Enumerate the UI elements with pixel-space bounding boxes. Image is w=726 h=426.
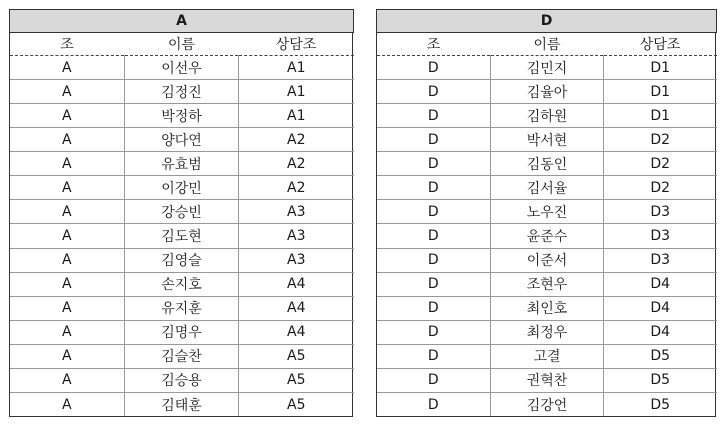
cell-counsel-group: A4 — [239, 296, 354, 320]
table-row — [10, 152, 354, 176]
cell-group: A — [10, 224, 125, 248]
cell-group: A — [10, 128, 125, 152]
table-row — [10, 320, 354, 344]
cell-counsel-group: A1 — [287, 59, 306, 76]
cell-counsel-group: D4 — [604, 320, 717, 344]
cell-group: A — [10, 80, 125, 104]
table-row — [377, 128, 717, 152]
table-row — [10, 128, 354, 152]
cell-name: 이선우 — [125, 56, 239, 80]
cell-name: 김슬찬 — [125, 344, 239, 368]
cell-group: A — [61, 59, 72, 76]
cell-name: 권혁찬 — [491, 368, 604, 392]
cell-counsel-group: A3 — [239, 224, 354, 248]
cell-group: A — [10, 368, 125, 392]
cell-counsel-group: D4 — [604, 272, 717, 296]
cell-name: 박정하 — [125, 104, 239, 128]
cell-name: 김서율 — [491, 176, 604, 200]
column-header-counsel-group: 상담조 — [604, 33, 717, 56]
cell-group: D — [377, 344, 491, 368]
cell-group: D — [377, 104, 491, 128]
group-d-table — [376, 9, 717, 416]
cell-name: 이강민 — [125, 176, 239, 200]
table-row — [10, 80, 354, 104]
cell-name: 김동인 — [491, 152, 604, 176]
cell-name: 유지훈 — [125, 296, 239, 320]
cell-name: 김승용 — [125, 368, 239, 392]
cell-group: D — [427, 59, 439, 76]
cell-counsel-group: A1 — [239, 80, 354, 104]
cell-counsel-group: D1 — [604, 104, 717, 128]
cell-counsel-group: A5 — [239, 368, 354, 392]
group-a-table — [9, 9, 354, 416]
cell-group: A — [10, 200, 125, 224]
table-row — [10, 392, 354, 416]
table-row — [10, 224, 354, 248]
cell-counsel-group: A5 — [239, 344, 354, 368]
table-row — [377, 176, 717, 200]
cell-group: D — [377, 392, 491, 416]
table-row — [377, 272, 717, 296]
table-row — [377, 104, 717, 128]
cell-counsel-group: A1 — [239, 104, 354, 128]
table-row — [377, 80, 717, 104]
cell-counsel-group: A2 — [239, 128, 354, 152]
cell-name: 고결 — [491, 344, 604, 368]
cell-name: 양다연 — [125, 128, 239, 152]
cell-name: 윤준수 — [491, 224, 604, 248]
cell-name: 김도현 — [125, 224, 239, 248]
table-body — [10, 56, 354, 417]
table-row — [377, 200, 717, 224]
cell-counsel-group: D1 — [604, 80, 717, 104]
cell-group: A — [10, 320, 125, 344]
table-row — [10, 248, 354, 272]
cell-counsel-group: A5 — [239, 392, 354, 416]
table-title: A — [10, 10, 354, 33]
cell-name: 최정우 — [491, 320, 604, 344]
cell-counsel-group: A4 — [239, 272, 354, 296]
cell-name: 이준서 — [491, 248, 604, 272]
cell-group: A — [10, 104, 125, 128]
cell-name: 손지호 — [125, 272, 239, 296]
cell-name: 김태훈 — [125, 392, 239, 416]
cell-name: 김영슬 — [125, 248, 239, 272]
table-row — [10, 104, 354, 128]
cell-counsel-group: D1 — [650, 59, 671, 76]
table-row — [10, 368, 354, 392]
cell-counsel-group: D3 — [604, 248, 717, 272]
cell-group: D — [377, 272, 491, 296]
table-row — [10, 176, 354, 200]
cell-name: 강승빈 — [125, 200, 239, 224]
table-row — [377, 56, 717, 80]
cell-counsel-group: A4 — [239, 320, 354, 344]
cell-counsel-group: D3 — [604, 200, 717, 224]
cell-group: A — [10, 248, 125, 272]
table-row — [377, 320, 717, 344]
cell-counsel-group: D5 — [604, 368, 717, 392]
table-row — [10, 344, 354, 368]
table-row — [10, 272, 354, 296]
cell-name: 박서현 — [491, 128, 604, 152]
cell-name: 김율아 — [491, 80, 604, 104]
cell-group: A — [10, 152, 125, 176]
cell-group: D — [377, 224, 491, 248]
column-header-group: 조 — [377, 33, 491, 56]
cell-name: 조현우 — [491, 272, 604, 296]
cell-counsel-group: D3 — [604, 224, 717, 248]
table-row — [377, 248, 717, 272]
cell-group: D — [377, 152, 491, 176]
cell-counsel-group: A2 — [239, 152, 354, 176]
table-row — [377, 368, 717, 392]
column-header-name: 이름 — [125, 33, 239, 56]
cell-group: D — [377, 128, 491, 152]
cell-name: 김하원 — [491, 104, 604, 128]
cell-counsel-group: D5 — [604, 392, 717, 416]
cell-group: A — [10, 392, 125, 416]
cell-name: 김강언 — [491, 392, 604, 416]
cell-group: A — [10, 296, 125, 320]
table-row — [377, 224, 717, 248]
cell-name: 김민지 — [491, 56, 604, 80]
cell-counsel-group: A3 — [239, 200, 354, 224]
table-row — [377, 152, 717, 176]
cell-group: D — [377, 200, 491, 224]
column-header-counsel-group: 상담조 — [239, 33, 354, 56]
cell-counsel-group: D2 — [604, 152, 717, 176]
table-row — [10, 200, 354, 224]
column-header-group: 조 — [10, 33, 125, 56]
cell-group: D — [377, 368, 491, 392]
cell-group: A — [10, 344, 125, 368]
cell-name: 김정진 — [125, 80, 239, 104]
cell-group: D — [377, 176, 491, 200]
cell-group: A — [10, 176, 125, 200]
cell-counsel-group: D2 — [604, 128, 717, 152]
cell-counsel-group: A2 — [239, 176, 354, 200]
table-row — [377, 392, 717, 416]
table-title: D — [377, 10, 717, 33]
cell-counsel-group: D4 — [604, 296, 717, 320]
column-header-name: 이름 — [491, 33, 604, 56]
cell-name: 최인호 — [491, 296, 604, 320]
table-row — [377, 344, 717, 368]
table-row — [10, 56, 354, 80]
cell-counsel-group: D5 — [604, 344, 717, 368]
cell-group: D — [377, 296, 491, 320]
cell-name: 김명우 — [125, 320, 239, 344]
cell-group: D — [377, 248, 491, 272]
cell-name: 노우진 — [491, 200, 604, 224]
table-row — [10, 296, 354, 320]
cell-counsel-group: D2 — [604, 176, 717, 200]
cell-group: A — [10, 272, 125, 296]
cell-group: D — [377, 320, 491, 344]
table-row — [377, 296, 717, 320]
cell-counsel-group: A3 — [239, 248, 354, 272]
cell-group: D — [377, 80, 491, 104]
cell-name: 유효범 — [125, 152, 239, 176]
table-body — [377, 56, 717, 417]
